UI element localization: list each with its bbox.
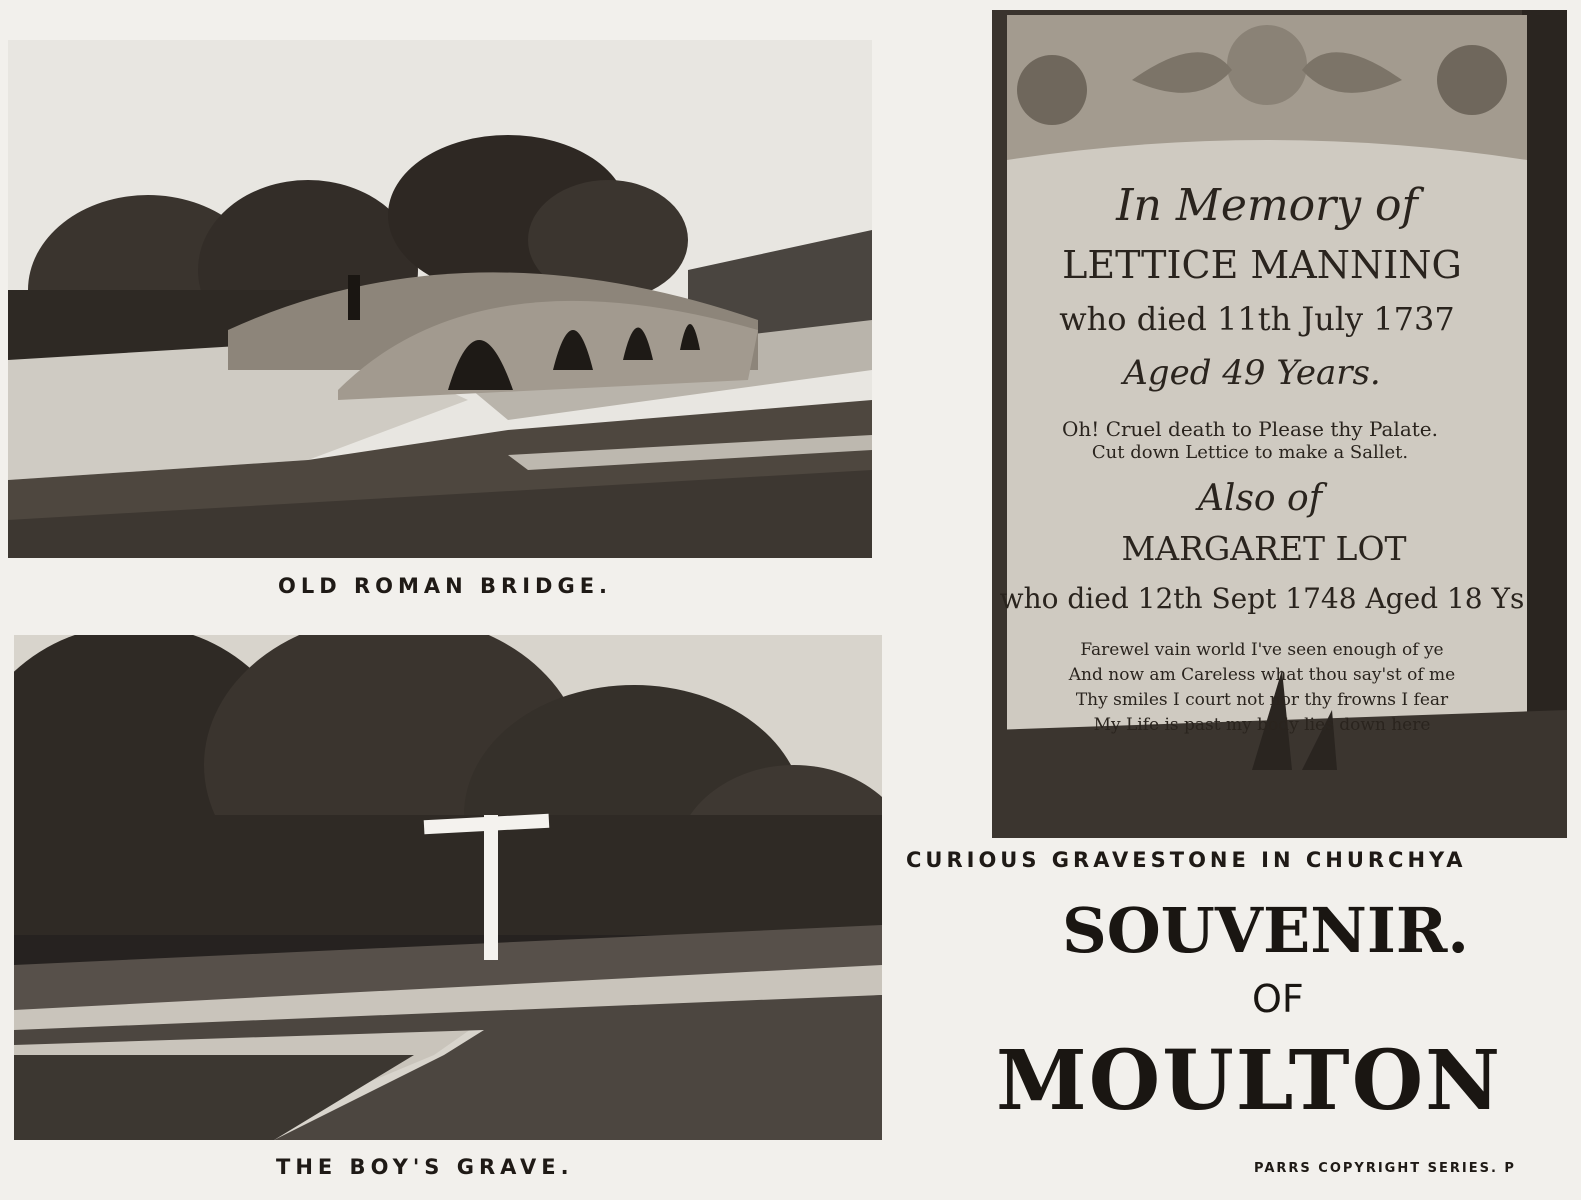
stone-line-8: MARGARET LOT xyxy=(1121,529,1407,568)
moulton-title: MOULTON xyxy=(996,1033,1503,1129)
stone-line-6: Cut down Lettice to make a Sallet. xyxy=(1091,442,1409,463)
grave-caption: THE BOY'S GRAVE. xyxy=(276,1155,574,1179)
copyright-footer: PARRS COPYRIGHT SERIES. P xyxy=(1254,1161,1516,1176)
stone-line-1: In Memory of xyxy=(1116,180,1418,231)
stone-line-7: Also of xyxy=(1197,478,1323,519)
stone-line-2: LETTICE MANNING xyxy=(1062,243,1462,287)
souvenir-title: SOUVENIR. xyxy=(1062,894,1469,967)
of-title: OF xyxy=(1252,977,1304,1021)
stone-line-13: My Life is past my body lies down here xyxy=(1093,715,1431,735)
stone-line-9: who died 12th Sept 1748 Aged 18 Ys xyxy=(999,582,1525,615)
bridge-caption: OLD ROMAN BRIDGE. xyxy=(278,574,613,598)
stone-line-11: And now am Careless what thou say'st of me xyxy=(1068,665,1456,685)
stone-line-12: Thy smiles I court not nor thy frowns I fear xyxy=(1075,690,1449,710)
gravestone-photo xyxy=(992,10,1567,838)
stone-line-10: Farewel vain world I've seen enough of ye xyxy=(1080,640,1444,660)
stone-line-4: Aged 49 Years. xyxy=(1123,353,1381,393)
stone-line-3: who died 11th July 1737 xyxy=(1059,300,1455,338)
bridge-photo xyxy=(8,40,872,558)
stone-line-5: Oh! Cruel death to Please thy Palate. xyxy=(1062,417,1438,441)
grave-photo xyxy=(14,635,882,1140)
gravestone-caption: CURIOUS GRAVESTONE IN CHURCHYA xyxy=(906,848,1467,872)
